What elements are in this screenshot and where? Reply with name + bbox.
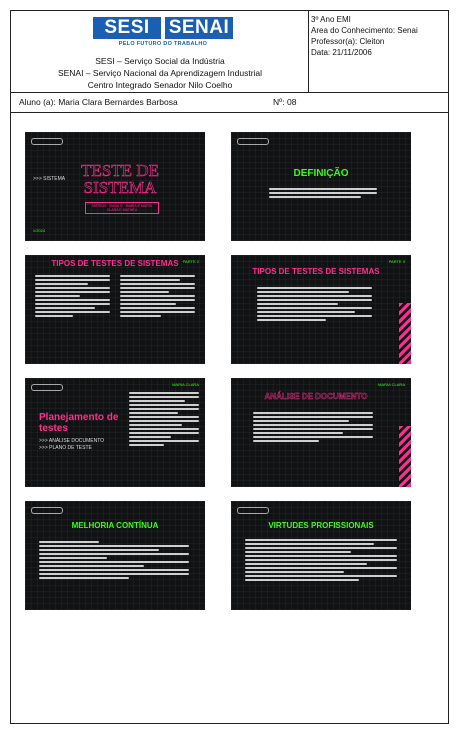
cover-label: >>> SISTEMA: [33, 176, 66, 182]
test-types-col-left: [35, 273, 110, 319]
test-types-title: TIPOS DE TESTES DE SISTEMAS: [252, 267, 380, 276]
slide-pill: [31, 384, 63, 391]
slide-pill: [237, 507, 269, 514]
definition-title: DEFINIÇÃO: [293, 168, 349, 179]
author-tag: MARIA CLARA: [172, 382, 199, 387]
pink-stripes-decoration: [399, 426, 411, 487]
test-types-title: TIPOS DE TESTES DE SISTEMAS: [51, 259, 179, 268]
student-row: [11, 93, 448, 113]
virtues-text: [245, 537, 397, 583]
date: Data: 21/11/2006: [311, 48, 372, 57]
planning-list: [39, 438, 104, 452]
pink-stripes-decoration: [399, 303, 411, 364]
logo-tagline: PELO FUTURO DO TRABALHO: [118, 41, 208, 47]
institution-block: [11, 11, 309, 92]
slide-pill: [237, 138, 269, 145]
definition-text: [269, 186, 377, 200]
sesi-logo: SESI: [93, 17, 161, 39]
slide-test-types-2: [25, 255, 205, 364]
test-types-col-right: [120, 273, 195, 319]
document-header: [11, 11, 448, 93]
document-analysis-title: ANÁLISE DE DOCUMENTO: [264, 392, 368, 401]
slide-continuous-improvement: [25, 501, 205, 610]
planning-text: [129, 390, 199, 448]
cover-title: TESTE DE SISTEMA: [81, 161, 159, 197]
improvement-text: [39, 539, 189, 581]
student-number: Nº: 08: [273, 97, 297, 107]
planning-item: >>> ANÁLISE DOCUMENTO: [39, 438, 105, 444]
author-tag: MARIA CLARA: [378, 382, 405, 387]
slide-pill: [31, 507, 63, 514]
planning-title: Planejamento de testes: [39, 412, 119, 434]
senai-logo: SENAI: [165, 17, 233, 39]
slide-professional-virtues: [231, 501, 411, 610]
planning-item: >>> PLANO DE TESTE: [39, 445, 92, 451]
virtues-title: VIRTUDES PROFISSIONAIS: [268, 521, 374, 530]
slide-document-analysis: [231, 378, 411, 487]
part-tag: PARTE 3: [388, 259, 405, 264]
sesi-senai-logo: [93, 17, 233, 47]
knowledge-area: Area do Conhecimento: Senai: [311, 26, 418, 35]
institution-line-1: SESI – Serviço Social da Indústria: [95, 56, 225, 66]
slide-test-types-3: [231, 255, 411, 364]
teacher: Professor(a): Cleiton: [311, 37, 385, 46]
slide-definition: [231, 132, 411, 241]
student-name: Aluno (a): Maria Clara Bernardes Barbosa: [19, 97, 178, 107]
slide-cover: [25, 132, 205, 241]
test-types-text: [257, 285, 372, 323]
institution-line-2: SENAI – Serviço Nacional da Aprendizagem Industrial: [57, 68, 263, 78]
part-tag: PARTE 2: [182, 259, 199, 264]
class-info: [311, 14, 448, 58]
class-grade: 3º Ano EMI: [311, 15, 351, 24]
improvement-title: MELHORIA CONTÍNUA: [71, 521, 159, 530]
institution-line-3: Centro Integrado Senador Nilo Coelho: [87, 80, 233, 90]
slide-test-planning: [25, 378, 205, 487]
cover-authors: MATEUS · DANILO · MARIA E MARIA CLARA E MATHEU: [85, 202, 159, 214]
document-page: [10, 10, 449, 724]
cover-year: ///2024: [33, 228, 46, 233]
document-analysis-text: [253, 410, 373, 444]
slide-pill: [31, 138, 63, 145]
